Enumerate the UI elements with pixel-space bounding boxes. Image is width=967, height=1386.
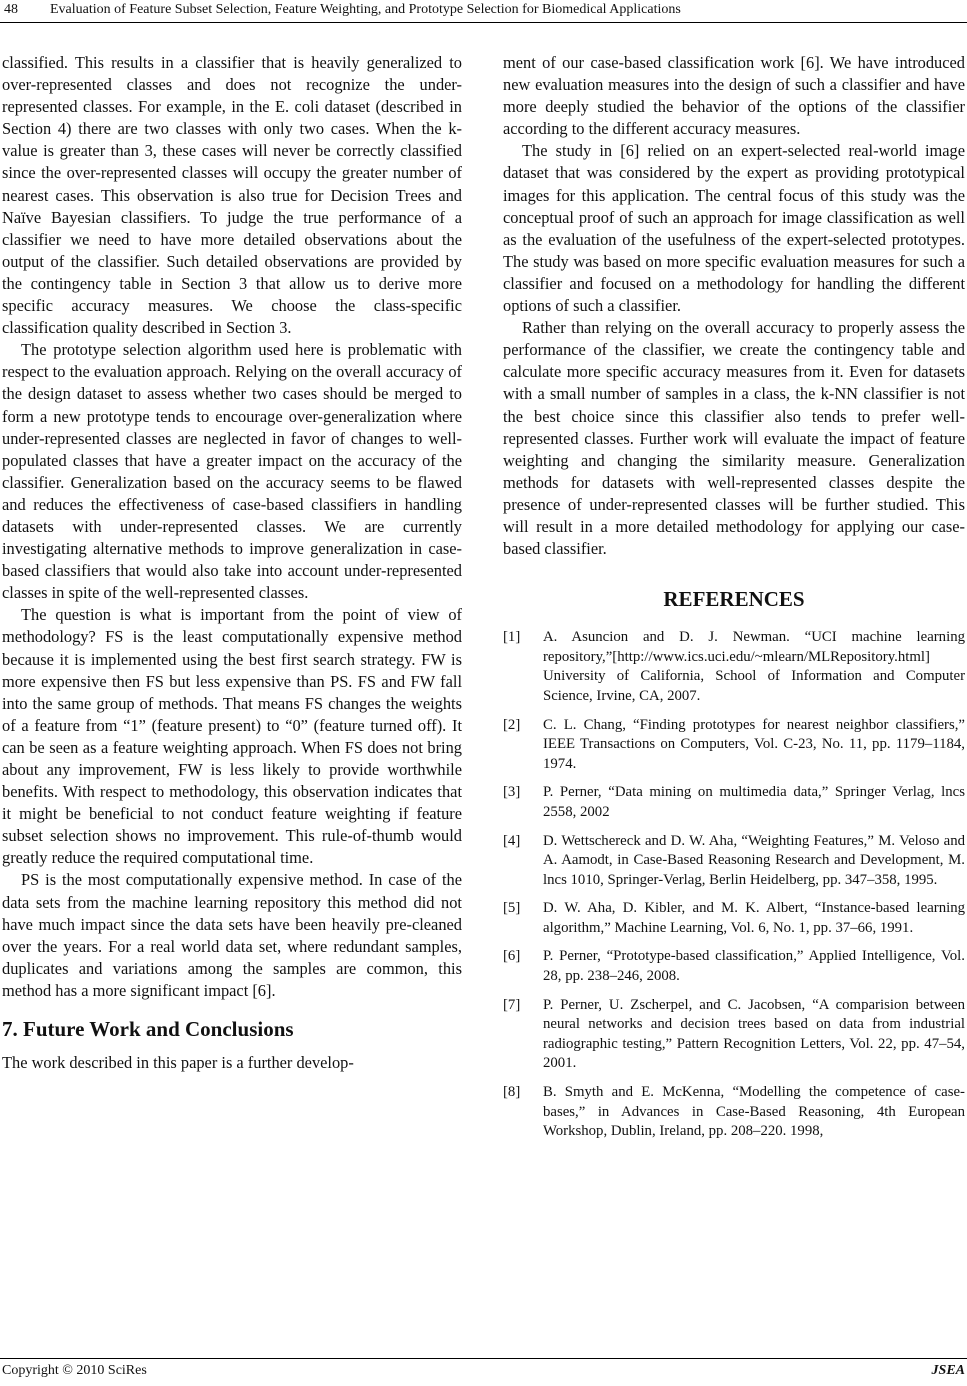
section-heading: 7. Future Work and Conclusions xyxy=(2,1017,294,1042)
journal-abbreviation: JSEA xyxy=(931,1363,965,1378)
left-column xyxy=(2,52,462,1074)
reference-item xyxy=(503,1083,965,1142)
reference-item xyxy=(503,783,965,822)
reference-text: A. Asuncion and D. J. Newman. “UCI machine learning repository,”[http://www.ics.uci.edu/~mlearn/MLRepository.html] University of California, School of Information and Computer Science, Irvine, CA, 2007. xyxy=(543,629,965,704)
reference-item xyxy=(503,832,965,891)
body-paragraph: ment of our case-based classification work [6]. We have introduced new evaluation measures into the design of such a classifier and have more deeply studied the behavior of the options of the classifier according to the different accuracy measures. xyxy=(503,53,965,139)
reference-number: [5] xyxy=(503,900,521,917)
reference-number: [2] xyxy=(503,716,521,733)
reference-item xyxy=(503,716,965,775)
body-paragraph: PS is the most computationally expensive method. In case of the data sets from the machine learning repository this method did not have much impact since the data sets have been heavily pre-cleaned over the years. For a real world data set, where redundant samples, duplicates and variations among the samples are common, this method has a more significant impact [6]. xyxy=(2,870,462,1000)
right-column xyxy=(503,52,965,1151)
reference-number: [8] xyxy=(503,1084,521,1101)
body-paragraph: The question is what is important from the point of view of methodology? FS is the least computationally expensive method because it is implemented using the best first search strategy. FW is more expensive then FS but less expensive than PS. FS and FW fall into the same group of methods. That means FS changes the weights of a feature from “1” (feature present) to “0” (feature turned off). It can be seen as a feature weighting approach. When FS does not bring about any improvement, FW is less likely to provide worthwhile benefits. With respect to methodology, this observation indicates that it might be beneficial to not conduct feature weighting if feature subset selection shows no improvement. This rule-of-thumb would greatly reduce the required computational time. xyxy=(2,605,462,868)
reference-number: [4] xyxy=(503,832,521,849)
body-paragraph: classified. This results in a classifier that is heavily generalized to over-represented classes and does not recognize the under-represented classes. For example, in the E. coli dataset (described in Section 4) there are two classes with only two cases. When the k-value is greater than 3, these cases will never be correctly classified since the over-represented classes will occupy the greater number of nearest cases. This observation is also true for Decision Trees and Naïve Bayesian classifiers. To judge the true performance of a classifier we need to have more detailed observations about the output of the classifier. Such detailed observations are provided by the contingency table in Section 3 that allow us to derive more specific accuracy measures. We choose the class-specific classification quality described in Section 3. xyxy=(2,53,462,338)
running-title: Evaluation of Feature Subset Selection, Feature Weighting, and Prototype Selection for Biomedical Applications xyxy=(50,2,681,17)
body-paragraph: Rather than relying on the overall accuracy to properly assess the performance of the classifier, we create the contingency table and calculate more specific accuracy measures from it. Even for datasets with a small number of samples in a class, the k-NN classifier is not the best choice since this classifier also tends to prefer well-represented classes. Further work will evaluate the impact of feature weighting and changing the similarity measure. Generalization methods for datasets with well-represented classes despite the presence of under-represented classes will be further studied. This will result in a more detailed methodology for applying our case-based classifier. xyxy=(503,318,965,559)
body-paragraph: The work described in this paper is a further develop- xyxy=(2,1053,354,1073)
reference-item xyxy=(503,947,965,986)
reference-list xyxy=(503,628,965,1142)
reference-text: P. Perner, U. Zscherpel, and C. Jacobsen, “A comparision between neural networks and decision trees based on data from industrial radiographic testing,” Pattern Recognition Letters, Vol. 22, pp. 47–54, 2001. xyxy=(543,996,965,1072)
reference-text: D. W. Aha, D. Kibler, and M. K. Albert, “Instance-based learning algorithm,” Machine Learning, Vol. 6, No. 1, pp. 37–66, 1991. xyxy=(543,900,965,936)
header-rule xyxy=(0,22,967,23)
reference-number: [6] xyxy=(503,948,521,965)
references-heading: REFERENCES xyxy=(663,587,805,612)
reference-item xyxy=(503,996,965,1074)
reference-text: P. Perner, “Prototype-based classification,” Applied Intelligence, Vol. 28, pp. 238–246, 2008. xyxy=(543,948,965,985)
body-paragraph: The prototype selection algorithm used here is problematic with respect to the evaluation approach. Relying on the overall accuracy of the design dataset to assess whether two cases should be merged to form a new prototype tends to encourage over-generalization where under-represented classes are neglected in favor of changes to well-populated classes that have a greater impact on the accuracy of the classifier. Generalization based on the accuracy seems to be flawed and reduces the effectiveness of case-based classifiers in handling datasets with under-represented classes. We are currently investigating alternative methods to improve generalization in case-based classifiers that would also take into account under-represented classes in spite of the well-represented classes. xyxy=(2,340,462,603)
body-paragraph: The study in [6] relied on an expert-selected real-world image dataset that was considered by the expert as providing prototypical images for this application. The central focus of this study was the conceptual proof of such an approach for image classification as well as the evaluation of the usefulness of the expert-selected prototypes. The study was based on more specific evaluation measures for such a classifier and focused on a methodology for handling the different options of such a classifier. xyxy=(503,141,965,316)
reference-text: D. Wettschereck and D. W. Aha, “Weighting Features,” M. Veloso and A. Aamodt, in Case-Based Reasoning Research and Development, M. lncs 1010, Springer-Verlag, Berlin Heidelberg, pp. 347–358, 1995. xyxy=(543,832,965,888)
page-number: 48 xyxy=(4,2,18,17)
reference-item xyxy=(503,899,965,938)
reference-number: [7] xyxy=(503,996,521,1013)
reference-number: [1] xyxy=(503,629,521,646)
reference-text: C. L. Chang, “Finding prototypes for nearest neighbor classifiers,” IEEE Transactions on Computers, Vol. C-23, No. 11, pp. 1179–1184, 1974. xyxy=(543,716,965,772)
copyright-notice: Copyright © 2010 SciRes xyxy=(2,1363,147,1378)
running-header xyxy=(0,0,967,22)
reference-text: B. Smyth and E. McKenna, “Modelling the competence of case-bases,” in Advances in Case-Based Reasoning, 4th European Workshop, Dublin, Ireland, pp. 208–220. 1998, xyxy=(543,1084,965,1140)
footer-rule xyxy=(0,1358,967,1359)
reference-item xyxy=(503,628,965,706)
reference-number: [3] xyxy=(503,784,521,801)
reference-text: P. Perner, “Data mining on multimedia data,” Springer Verlag, lncs 2558, 2002 xyxy=(543,784,965,820)
